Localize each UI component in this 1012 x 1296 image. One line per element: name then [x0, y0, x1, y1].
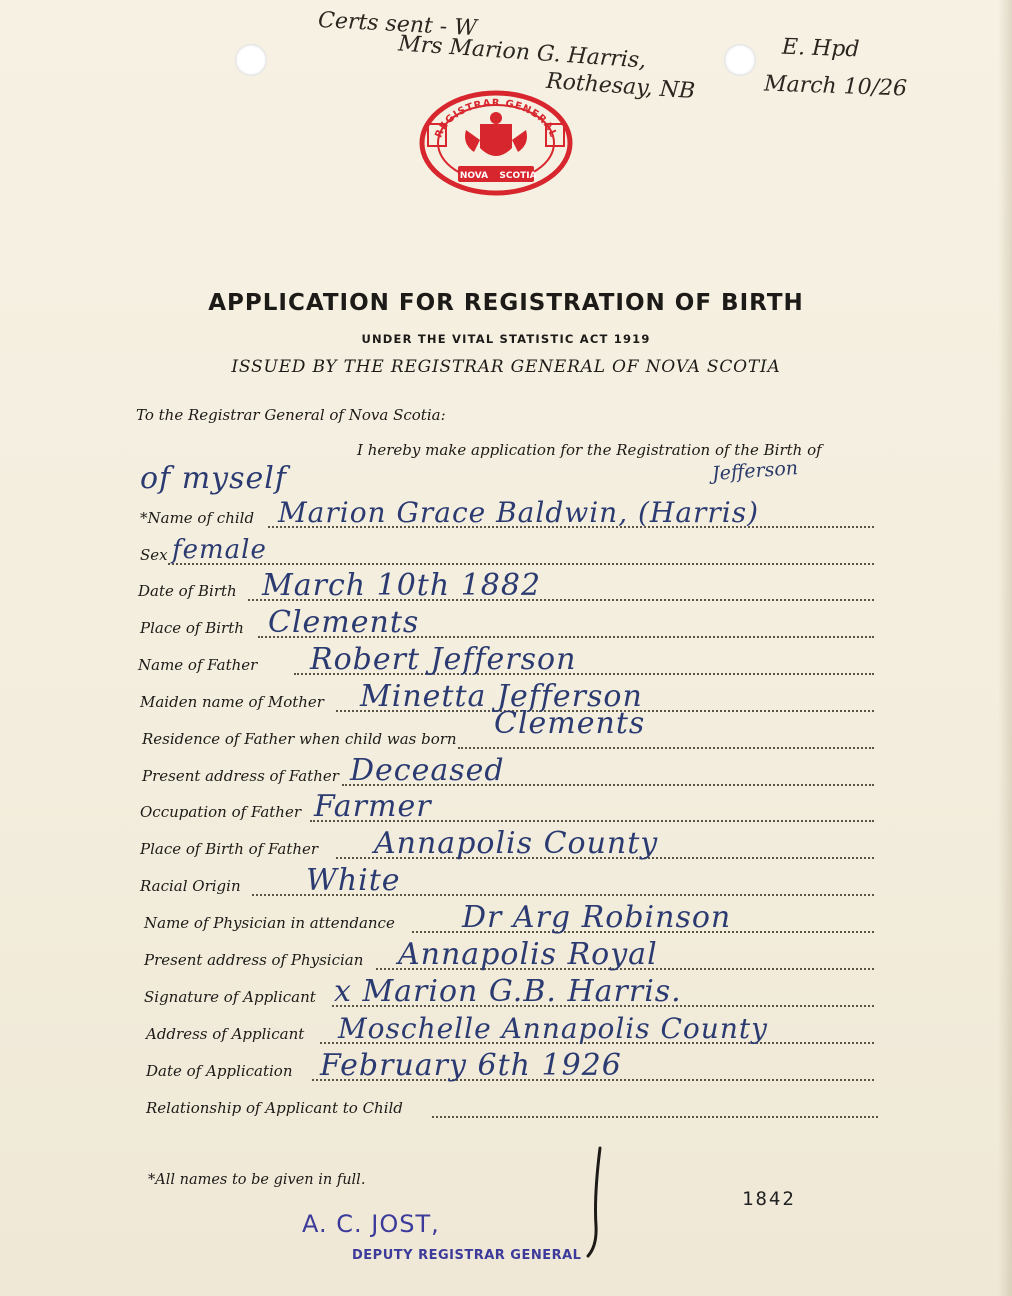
note-recipient-name: Mrs Marion G. Harris,: [397, 31, 647, 74]
field-value: Deceased: [350, 753, 505, 788]
field-label: Place of Birth: [140, 619, 244, 637]
field-value: Minetta Jefferson: [360, 679, 643, 714]
field-row-relationship-of-applicant: [0, 1090, 1012, 1120]
field-row-occupation-of-father: [0, 789, 1012, 824]
field-label: Name of Father: [138, 656, 258, 674]
field-row-residence-of-father: [0, 706, 1012, 751]
field-value: March 10th 1882: [262, 568, 542, 603]
field-value: Moschelle Annapolis County: [338, 1012, 768, 1045]
seal-nova: NOVA: [459, 171, 489, 181]
seal-top-text: REGISTRAR GENERAL: [433, 97, 559, 140]
field-label: Signature of Applicant: [144, 988, 316, 1006]
field-label: Sex: [140, 546, 168, 564]
field-row-place-of-birth-of-father: [0, 826, 1012, 861]
field-row-sex: [0, 537, 1012, 567]
field-row-place-of-birth: [0, 605, 1012, 640]
field-row-name-of-child: [0, 496, 1012, 530]
field-label: Place of Birth of Father: [140, 840, 319, 858]
field-row-present-address-of-father: [0, 753, 1012, 788]
field-label: Date of Birth: [138, 582, 237, 600]
footnote: *All names to be given in full.: [148, 1172, 366, 1188]
field-row-racial-origin: [0, 863, 1012, 898]
note-recipient-town: Rothesay, NB: [545, 68, 696, 105]
field-label: Address of Applicant: [146, 1025, 305, 1043]
field-row-present-address-of-physician: [0, 937, 1012, 972]
field-label: Present address of Father: [142, 767, 339, 785]
field-value: Farmer: [314, 789, 432, 824]
field-row-signature-of-applicant: [0, 974, 1012, 1009]
field-label: Date of Application: [146, 1062, 293, 1080]
field-value: Marion Grace Baldwin, (Harris): [278, 496, 760, 529]
field-label: Occupation of Father: [140, 803, 302, 821]
field-label: Residence of Father when child was born: [142, 730, 457, 748]
field-value: Annapolis County: [374, 826, 659, 861]
field-value: Robert Jefferson: [310, 642, 577, 677]
field-line: [458, 747, 874, 749]
field-row-name-of-physician: [0, 900, 1012, 935]
field-line: [168, 563, 874, 565]
field-row-date-of-birth: [0, 568, 1012, 603]
pen-stroke: [584, 1146, 606, 1258]
form-issued-by: ISSUED BY THE REGISTRAR GENERAL OF NOVA SCOTIA: [231, 357, 781, 377]
field-row-date-of-application: [0, 1048, 1012, 1083]
field-label: Relationship of Applicant to Child: [146, 1099, 403, 1117]
field-label: Present address of Physician: [144, 951, 364, 969]
of-myself-handwritten: of myself: [140, 461, 287, 496]
name-insertion: Jefferson: [711, 457, 799, 485]
field-label: Name of Physician in attendance: [144, 914, 395, 932]
field-line: [432, 1116, 878, 1118]
field-value: x Marion G.B. Harris.: [334, 974, 682, 1009]
field-label: Maiden name of Mother: [140, 693, 324, 711]
punch-hole-left: [235, 44, 267, 76]
field-label: *Name of child: [140, 509, 255, 527]
field-value: female: [172, 535, 267, 565]
stamp-title: DEPUTY REGISTRAR GENERAL: [352, 1248, 582, 1263]
field-value: Clements: [268, 605, 420, 640]
field-label: Racial Origin: [140, 877, 241, 895]
address-line: To the Registrar General of Nova Scotia:: [136, 406, 446, 424]
stamp-name: A. C. JOST,: [302, 1210, 440, 1238]
seal-scotia: SCOTIA: [499, 171, 537, 181]
note-certs-sent: Certs sent - W: [317, 7, 478, 42]
intro-text: I hereby make application for the Registration of the Birth of: [357, 441, 822, 459]
note-right-1: E. Hpd: [781, 34, 860, 63]
document-number: 1842: [742, 1188, 796, 1210]
field-value: Annapolis Royal: [398, 937, 658, 972]
field-value: White: [306, 863, 401, 898]
punch-hole-right: [724, 44, 756, 76]
field-value: Dr Arg Robinson: [462, 900, 732, 935]
field-row-name-of-father: [0, 642, 1012, 677]
form-subtitle: UNDER THE VITAL STATISTIC ACT 1919: [361, 332, 651, 346]
field-row-address-of-applicant: [0, 1012, 1012, 1046]
field-value: Clements: [494, 706, 646, 741]
field-value: February 6th 1926: [320, 1048, 622, 1083]
note-right-date: March 10/26: [763, 71, 908, 102]
registrar-seal: [418, 90, 574, 196]
form-title: APPLICATION FOR REGISTRATION OF BIRTH: [208, 290, 804, 316]
